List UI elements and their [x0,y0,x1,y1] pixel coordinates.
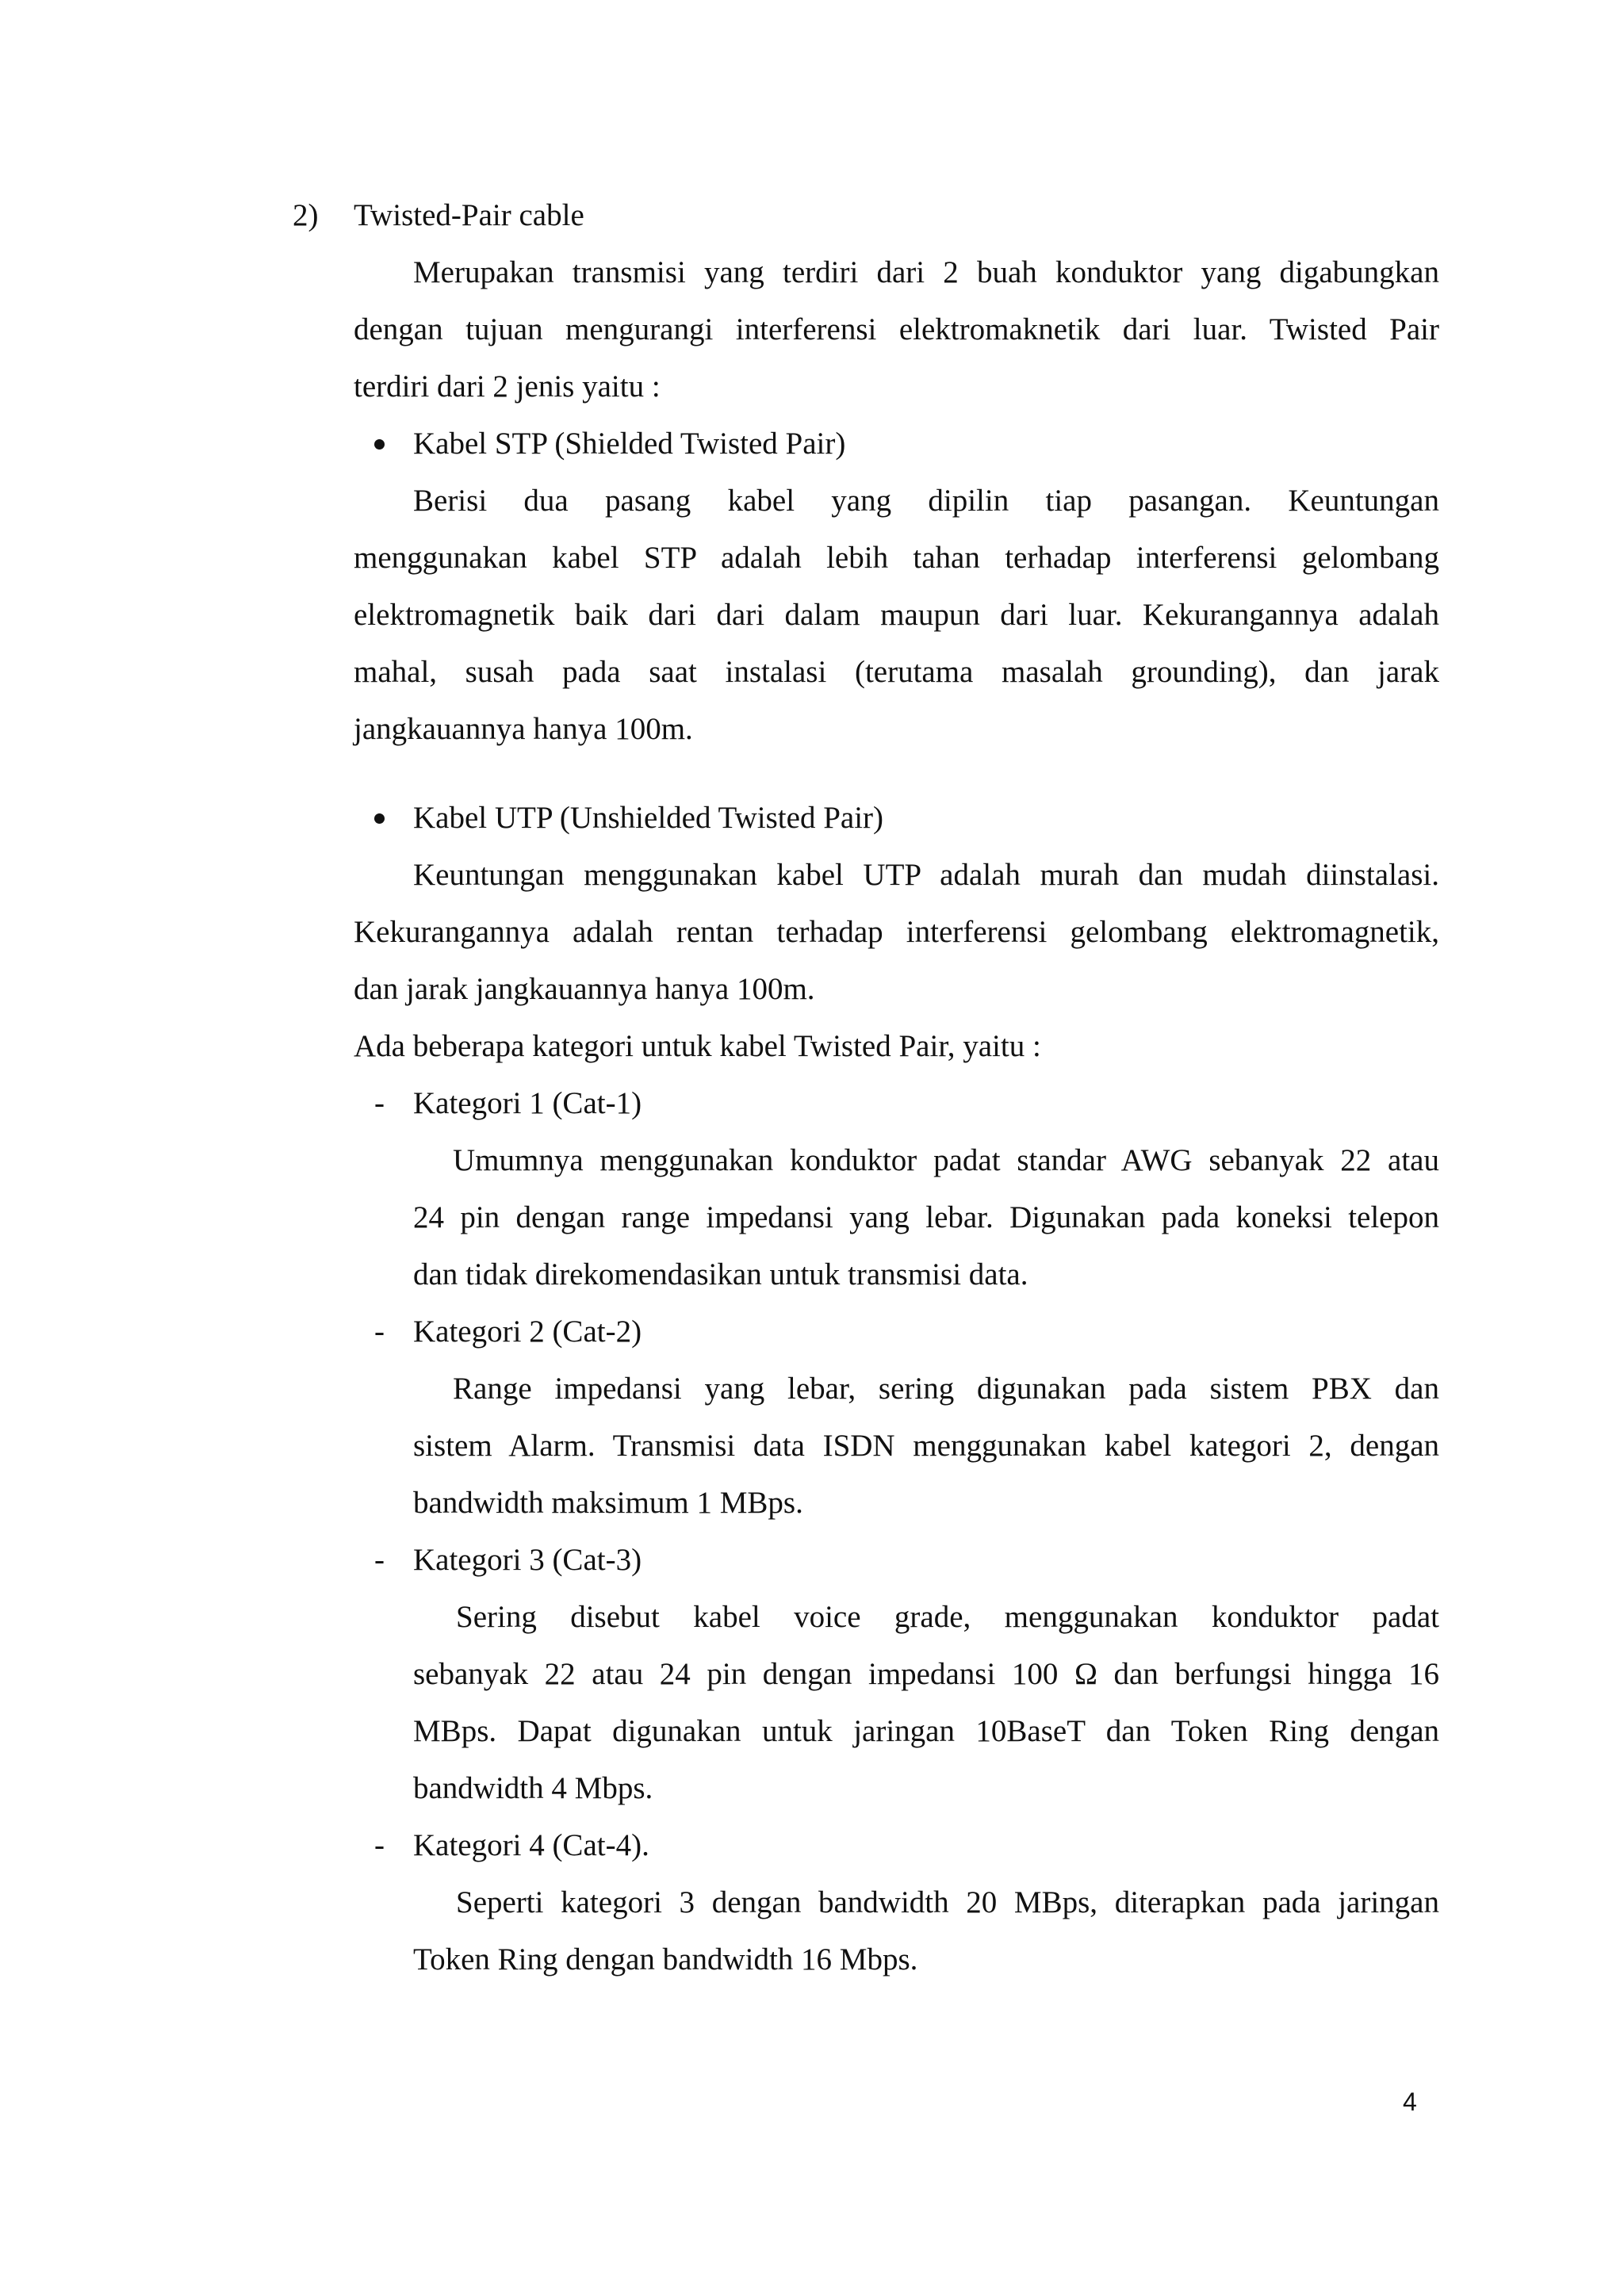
cat1-line: dan tidak direkomendasikan untuk transmisi data. [413,1257,1028,1292]
cat4-line: Token Ring dengan bandwidth 16 Mbps. [413,1942,918,1976]
stp-line: menggunakan kabel STP adalah lebih tahan terhadap interferensi gelombang [354,541,1439,575]
cat1-line: 24 pin dengan range impedansi yang lebar. Digunakan pada koneksi telepon [413,1200,1439,1234]
cat4-line: Seperti kategori 3 dengan bandwidth 20 MBps, diterapkan pada jaringan [456,1885,1439,1919]
cat3-line: Sering disebut kabel voice grade, menggunakan konduktor padat [456,1600,1439,1634]
cat2-line: sistem Alarm. Transmisi data ISDN menggunakan kabel kategori 2, dengan [413,1429,1439,1463]
cat1-heading: Kategori 1 (Cat-1) [413,1086,642,1120]
dash-marker: - [374,1543,385,1577]
categories-intro: Ada beberapa kategori untuk kabel Twisted Pair, yaitu : [354,1029,1041,1063]
section-title: Twisted-Pair cable [354,198,584,232]
cat3-heading: Kategori 3 (Cat-3) [413,1543,642,1577]
cat2-line: Range impedansi yang lebar, sering digunakan pada sistem PBX dan [453,1372,1439,1406]
utp-heading: Kabel UTP (Unshielded Twisted Pair) [413,801,883,835]
cat3-line: sebanyak 22 atau 24 pin dengan impedansi 100 Ω dan berfungsi hingga 16 [413,1657,1439,1691]
utp-line: dan jarak jangkauannya hanya 100m. [354,972,815,1006]
cat4-heading: Kategori 4 (Cat-4). [413,1828,649,1862]
page-number: 4 [1403,2087,1417,2116]
cat2-heading: Kategori 2 (Cat-2) [413,1314,642,1349]
intro-line: terdiri dari 2 jenis yaitu : [354,369,661,404]
cat3-line: bandwidth 4 Mbps. [413,1771,653,1805]
cat2-line: bandwidth maksimum 1 MBps. [413,1486,803,1520]
utp-line: Keuntungan menggunakan kabel UTP adalah murah dan mudah diinstalasi. [413,858,1439,892]
section-number: 2) [293,198,319,232]
stp-line: mahal, susah pada saat instalasi (terutama masalah grounding), dan jarak [354,655,1439,689]
utp-line: Kekurangannya adalah rentan terhadap interferensi gelombang elektromagnetik, [354,915,1439,949]
cat3-line: MBps. Dapat digunakan untuk jaringan 10BaseT dan Token Ring dengan [413,1714,1439,1748]
stp-heading: Kabel STP (Shielded Twisted Pair) [413,427,846,461]
intro-line: Merupakan transmisi yang terdiri dari 2 buah konduktor yang digabungkan [413,255,1439,289]
bullet-icon [374,439,385,450]
intro-line: dengan tujuan mengurangi interferensi elektromaknetik dari luar. Twisted Pair [354,312,1439,346]
dash-marker: - [374,1314,385,1349]
stp-line: elektromagnetik baik dari dari dalam maupun dari luar. Kekurangannya adalah [354,598,1439,632]
bullet-icon [374,813,385,824]
dash-marker: - [374,1086,385,1120]
stp-line: jangkauannya hanya 100m. [354,712,693,746]
stp-line: Berisi dua pasang kabel yang dipilin tiap pasangan. Keuntungan [413,484,1439,518]
cat1-line: Umumnya menggunakan konduktor padat standar AWG sebanyak 22 atau [453,1143,1439,1177]
dash-marker: - [374,1828,385,1862]
